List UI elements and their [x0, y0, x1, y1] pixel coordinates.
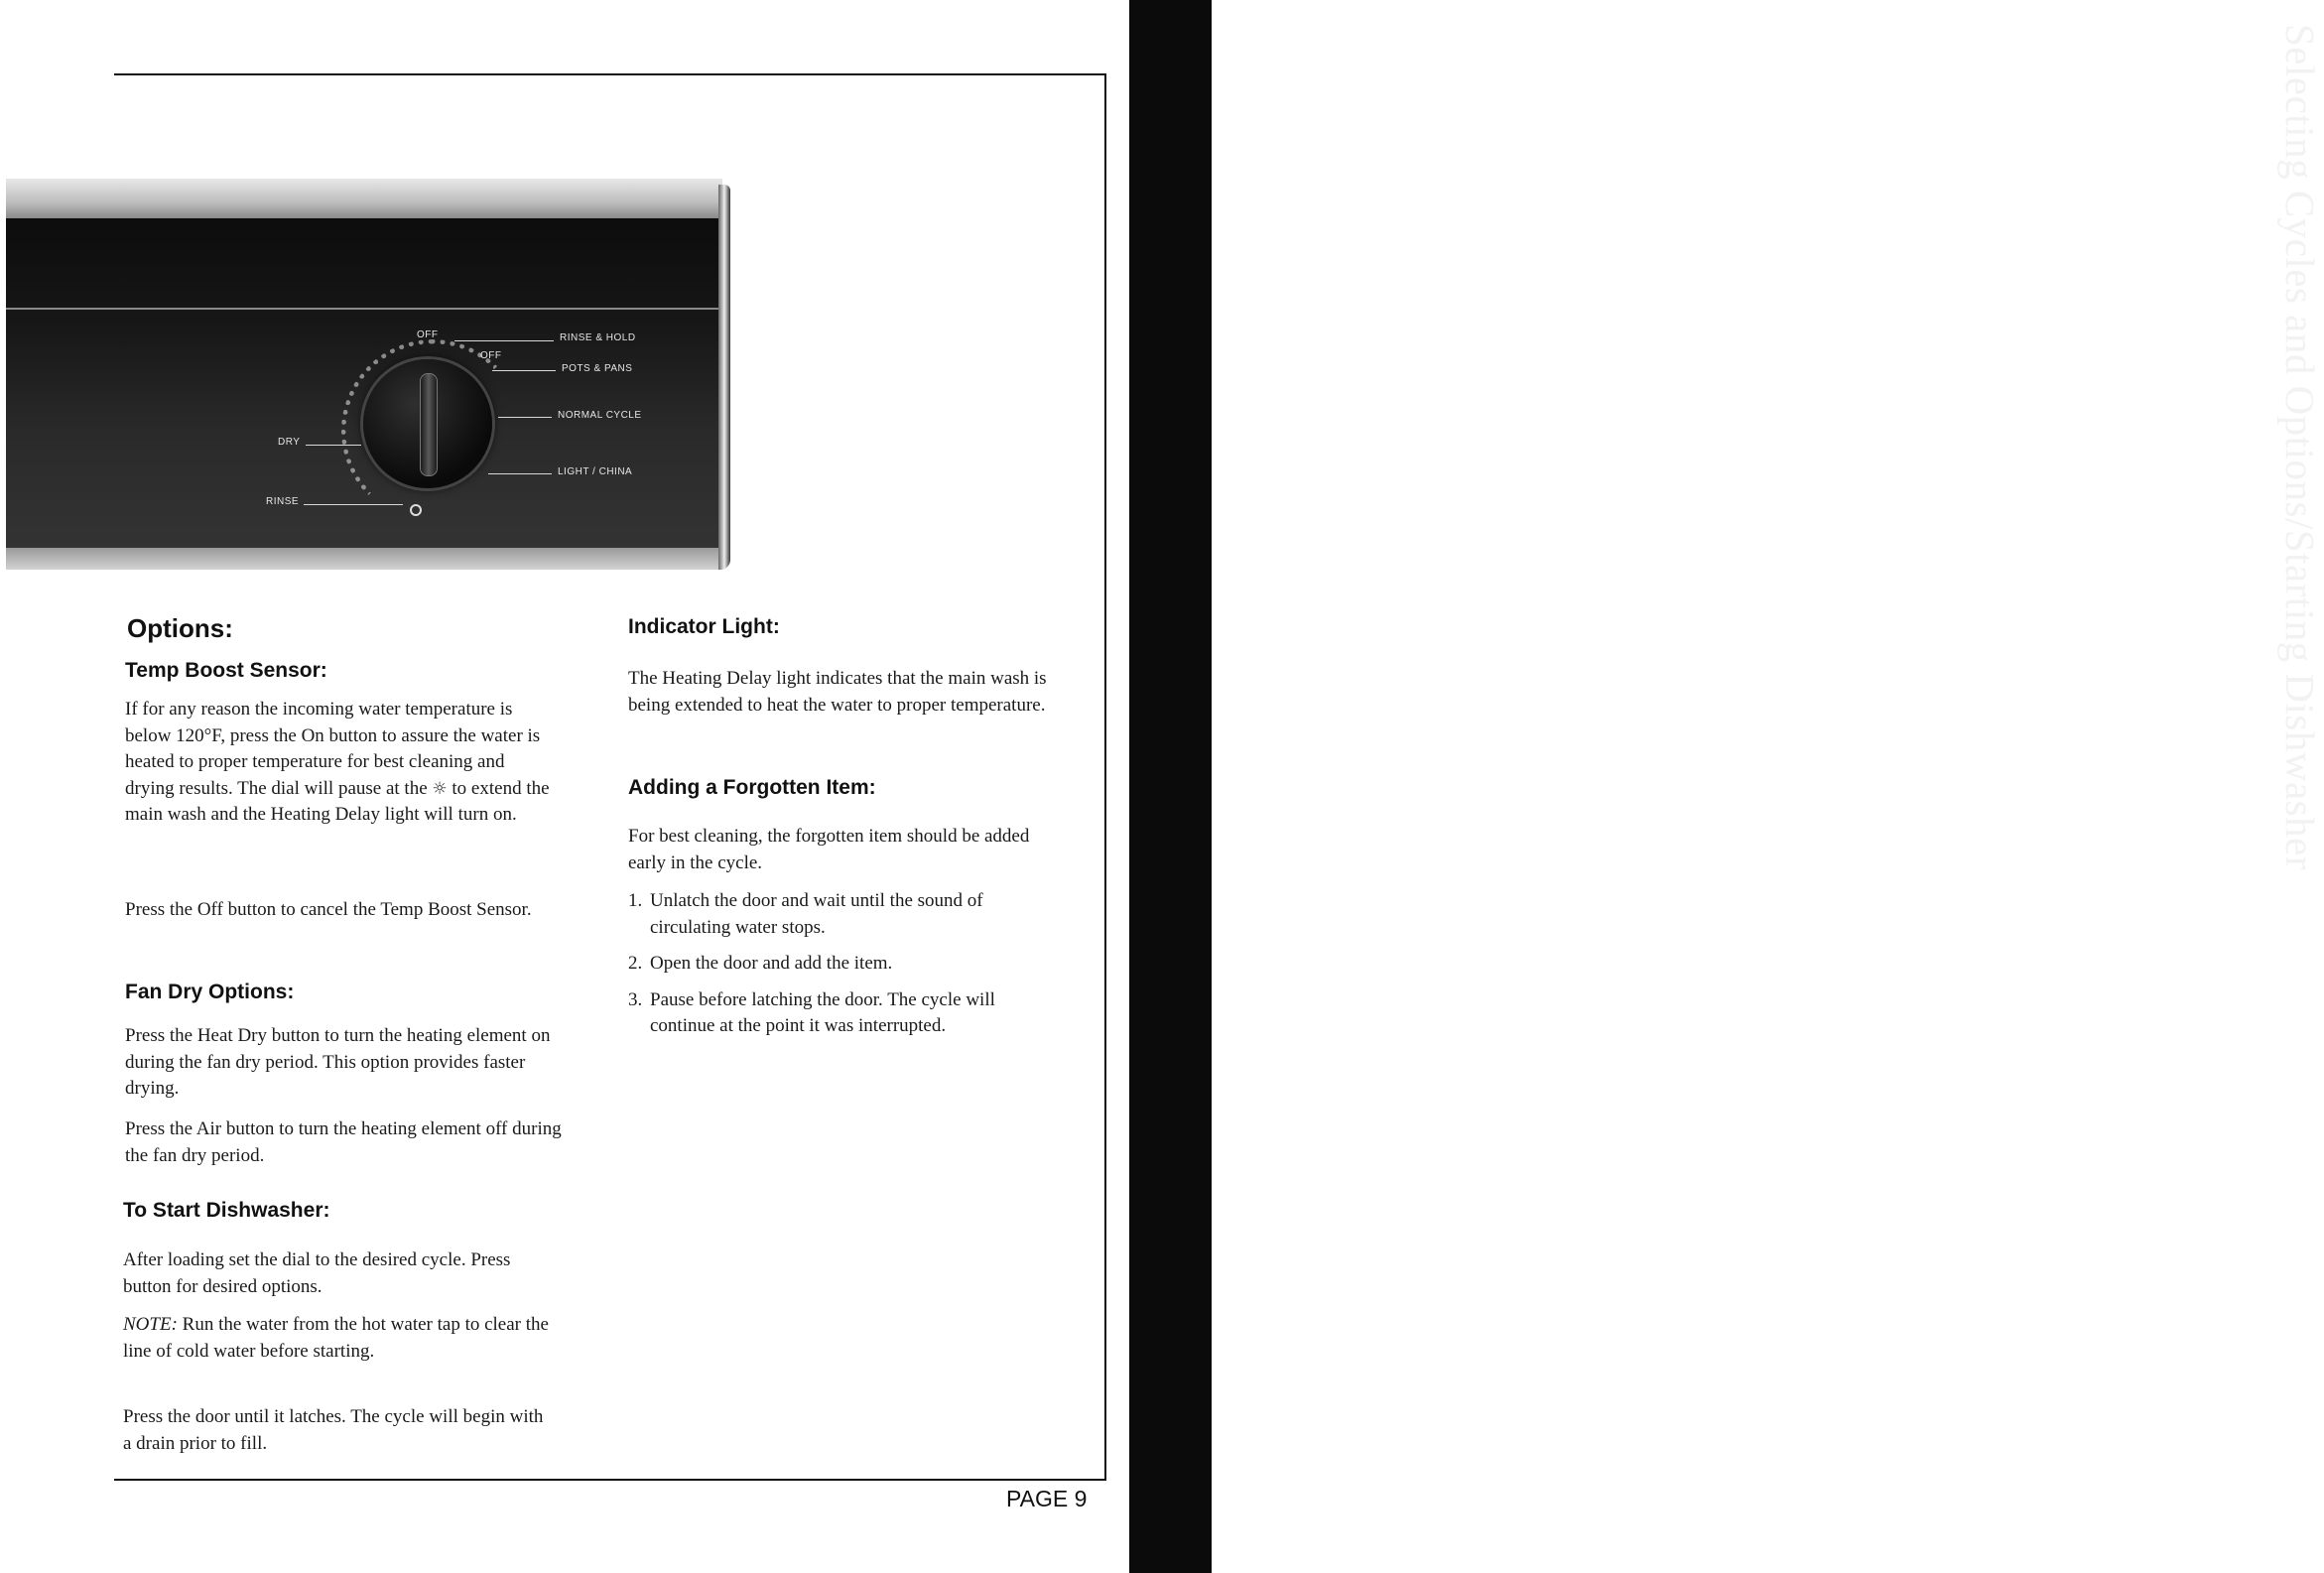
leader-rinse	[304, 504, 403, 505]
start-paragraph: After loading set the dial to the desired cycle. Press button for desired options.	[123, 1249, 511, 1297]
label-off-top: OFF	[417, 329, 439, 340]
label-rinse: RINSE	[266, 496, 300, 507]
cycle-dial[interactable]	[363, 359, 492, 488]
panel-edge	[718, 185, 730, 570]
temp-boost-icon	[410, 504, 422, 516]
right-rule	[1104, 75, 1106, 1481]
step-number: 3.	[628, 988, 643, 1010]
panel-bottom-trim	[6, 548, 722, 570]
list-item	[628, 888, 1057, 941]
temp-boost-paragraph	[125, 697, 552, 829]
leader-pots-pans	[492, 370, 556, 371]
leader-light-china	[488, 473, 552, 474]
temp-boost-text-start: If for any reason the incoming water temperature is below 120°F, press the On button to assure the water is heated to proper temperature for best cleaning and drying results. The dial will pause at the	[125, 699, 541, 799]
indicator-heading: Indicator Light:	[628, 615, 780, 638]
label-normal-cycle: NORMAL CYCLE	[558, 410, 642, 421]
leader-rinse-hold	[454, 340, 554, 341]
step-text: Pause before latching the door. The cycle will continue at the point it was interrupted.	[650, 988, 995, 1036]
fan-dry-heat-paragraph: Press the Heat Dry button to turn the heating element on during the fan dry period. This option provides faster drying.	[125, 1025, 551, 1099]
sun-icon: ☼	[432, 778, 448, 799]
label-rinse-hold: RINSE & HOLD	[560, 332, 636, 343]
forgotten-item-paragraph: For best cleaning, the forgotten item should be added early in the cycle.	[628, 826, 1030, 873]
options-heading: Options:	[127, 613, 233, 643]
top-rule	[114, 73, 1106, 75]
dial-grip[interactable]	[420, 373, 438, 476]
start-latch-paragraph: Press the door until it latches. The cycle will begin with a drain prior to fill.	[123, 1406, 544, 1454]
fan-dry-air-paragraph: Press the Air button to turn the heating element off during the fan dry period.	[125, 1118, 562, 1166]
note-label: NOTE:	[123, 1314, 178, 1335]
panel-divider-line	[6, 308, 722, 310]
label-off-right: OFF	[480, 350, 502, 361]
forgotten-item-steps	[628, 888, 1057, 1040]
page-number: PAGE 9	[1006, 1486, 1088, 1511]
step-number: 1.	[628, 890, 643, 911]
section-tab	[1129, 0, 2323, 1573]
start-note	[123, 1312, 570, 1365]
section-tab-title: Selecting Cycles and Options/Starting Dishwasher	[2277, 24, 2323, 870]
label-dry: DRY	[278, 437, 301, 448]
step-number: 2.	[628, 953, 643, 974]
list-item	[628, 951, 1057, 978]
temp-boost-cancel-paragraph: Press the Off button to cancel the Temp Boost Sensor.	[125, 899, 532, 920]
leader-dry	[306, 445, 361, 446]
temp-boost-heading: Temp Boost Sensor:	[125, 659, 327, 682]
temp-boost-text-end: to extend the main wash and the Heating Delay light will turn on.	[125, 777, 550, 825]
step-text: Open the door and add the item.	[650, 953, 893, 974]
label-pots-pans: POTS & PANS	[562, 363, 633, 374]
panel-top-trim	[6, 179, 722, 220]
forgotten-item-heading: Adding a Forgotten Item:	[628, 776, 876, 799]
note-text: Run the water from the hot water tap to clear the line of cold water before starting.	[123, 1314, 549, 1362]
bottom-rule	[114, 1479, 1106, 1481]
start-heading: To Start Dishwasher:	[123, 1199, 330, 1222]
step-text: Unlatch the door and wait until the sound of circulating water stops.	[650, 890, 983, 938]
indicator-paragraph: The Heating Delay light indicates that the main wash is being extended to heat the water to proper temperature.	[628, 668, 1047, 716]
leader-normal-cycle	[498, 417, 552, 418]
label-light-china: LIGHT / CHINA	[558, 466, 633, 477]
control-panel-photo	[6, 179, 730, 573]
list-item	[628, 987, 1057, 1040]
fan-dry-heading: Fan Dry Options:	[125, 981, 295, 1003]
